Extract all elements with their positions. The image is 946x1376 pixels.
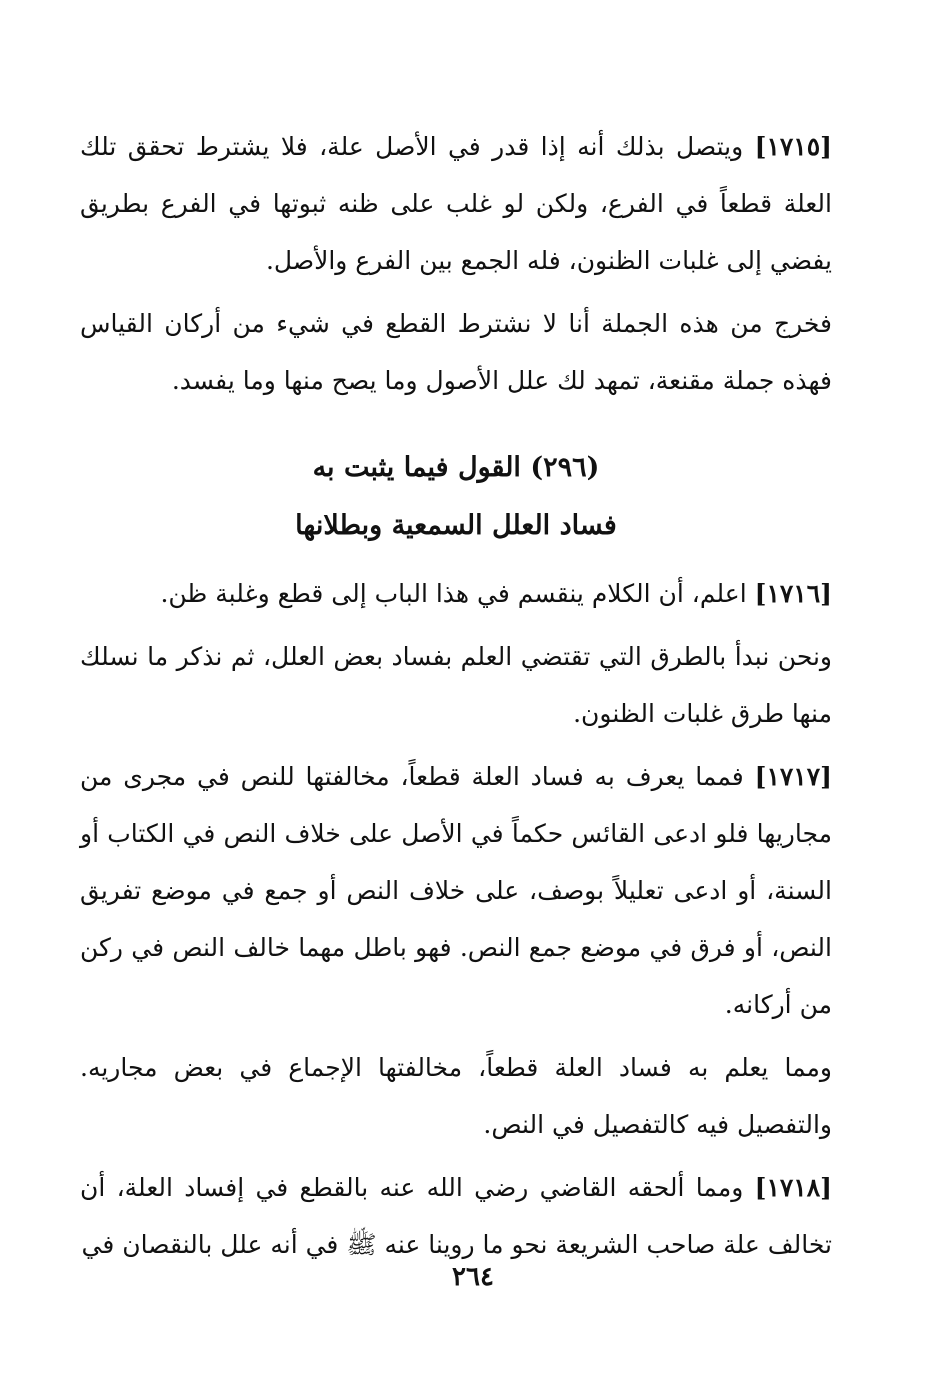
paragraph-number: [١٧١٥] — [754, 132, 832, 161]
paragraph-number: [١٧١٨] — [754, 1173, 832, 1202]
paragraph-methods — [80, 628, 832, 742]
paragraph-conclusion — [80, 295, 832, 409]
paragraph-text: ونحن نبدأ بالطرق التي تقتضي العلم بفساد بعض العلل، ثم نذكر ما نسلك منها طرق غلبات الظنون. — [80, 642, 832, 728]
heading-line-2: فساد العلل السمعية وبطلانها — [295, 510, 617, 541]
paragraph-text: ومما يعلم به فساد العلة قطعاً، مخالفتها الإجماع في بعض مجاريه. والتفصيل فيه كالتفصيل في النص. — [80, 1053, 832, 1139]
paragraph-1718 — [80, 1159, 832, 1273]
paragraph-number: [١٧١٦] — [754, 579, 832, 608]
paragraph-text: فخرج من هذه الجملة أنا لا نشترط القطع في شيء من أركان القياس فهذه جملة مقنعة، تمهد لك علل الأصول وما يصح منها وما يفسد. — [80, 309, 832, 395]
page-body — [80, 118, 832, 1279]
paragraph-text: ويتصل بذلك أنه إذا قدر في الأصل علة، فلا يشترط تحقق تلك العلة قطعاً في الفرع، ولكن لو غلب على ظنه ثبوتها في الفرع بطريق يفضي إلى غلبات الظنون، فله الجمع بين الفرع والأصل. — [80, 132, 832, 275]
paragraph-ijma — [80, 1039, 832, 1153]
section-heading — [80, 439, 832, 555]
paragraph-number: [١٧١٧] — [754, 762, 832, 791]
heading-line-1: (٢٩٦) القول فيما يثبت به — [312, 452, 600, 483]
paragraph-1715 — [80, 118, 832, 289]
page-number: ٢٦٤ — [452, 1262, 494, 1292]
paragraph-text: فمما يعرف به فساد العلة قطعاً، مخالفتها للنص في مجرى من مجاريها فلو ادعى القائس حكماً في الأصل على خلاف النص في الكتاب أو السنة، أو ادعى تعليلاً بوصف، على خلاف النص أو جمع في موضع تفريق النص، أو فرق في موضع جمع النص. فهو باطل مهما خالف النص في ركن من أركانه. — [80, 762, 832, 1019]
paragraph-text: ومما ألحقه القاضي رضي الله عنه بالقطع في إفساد العلة، أن تخالف علة صاحب الشريعة نحو ما روينا عنه ﷺ في أنه علل بالنقصان في — [80, 1173, 832, 1259]
paragraph-1717 — [80, 748, 832, 1033]
paragraph-text: اعلم، أن الكلام ينقسم في هذا الباب إلى قطع وغلبة ظن. — [160, 579, 755, 608]
paragraph-1716 — [80, 565, 832, 622]
